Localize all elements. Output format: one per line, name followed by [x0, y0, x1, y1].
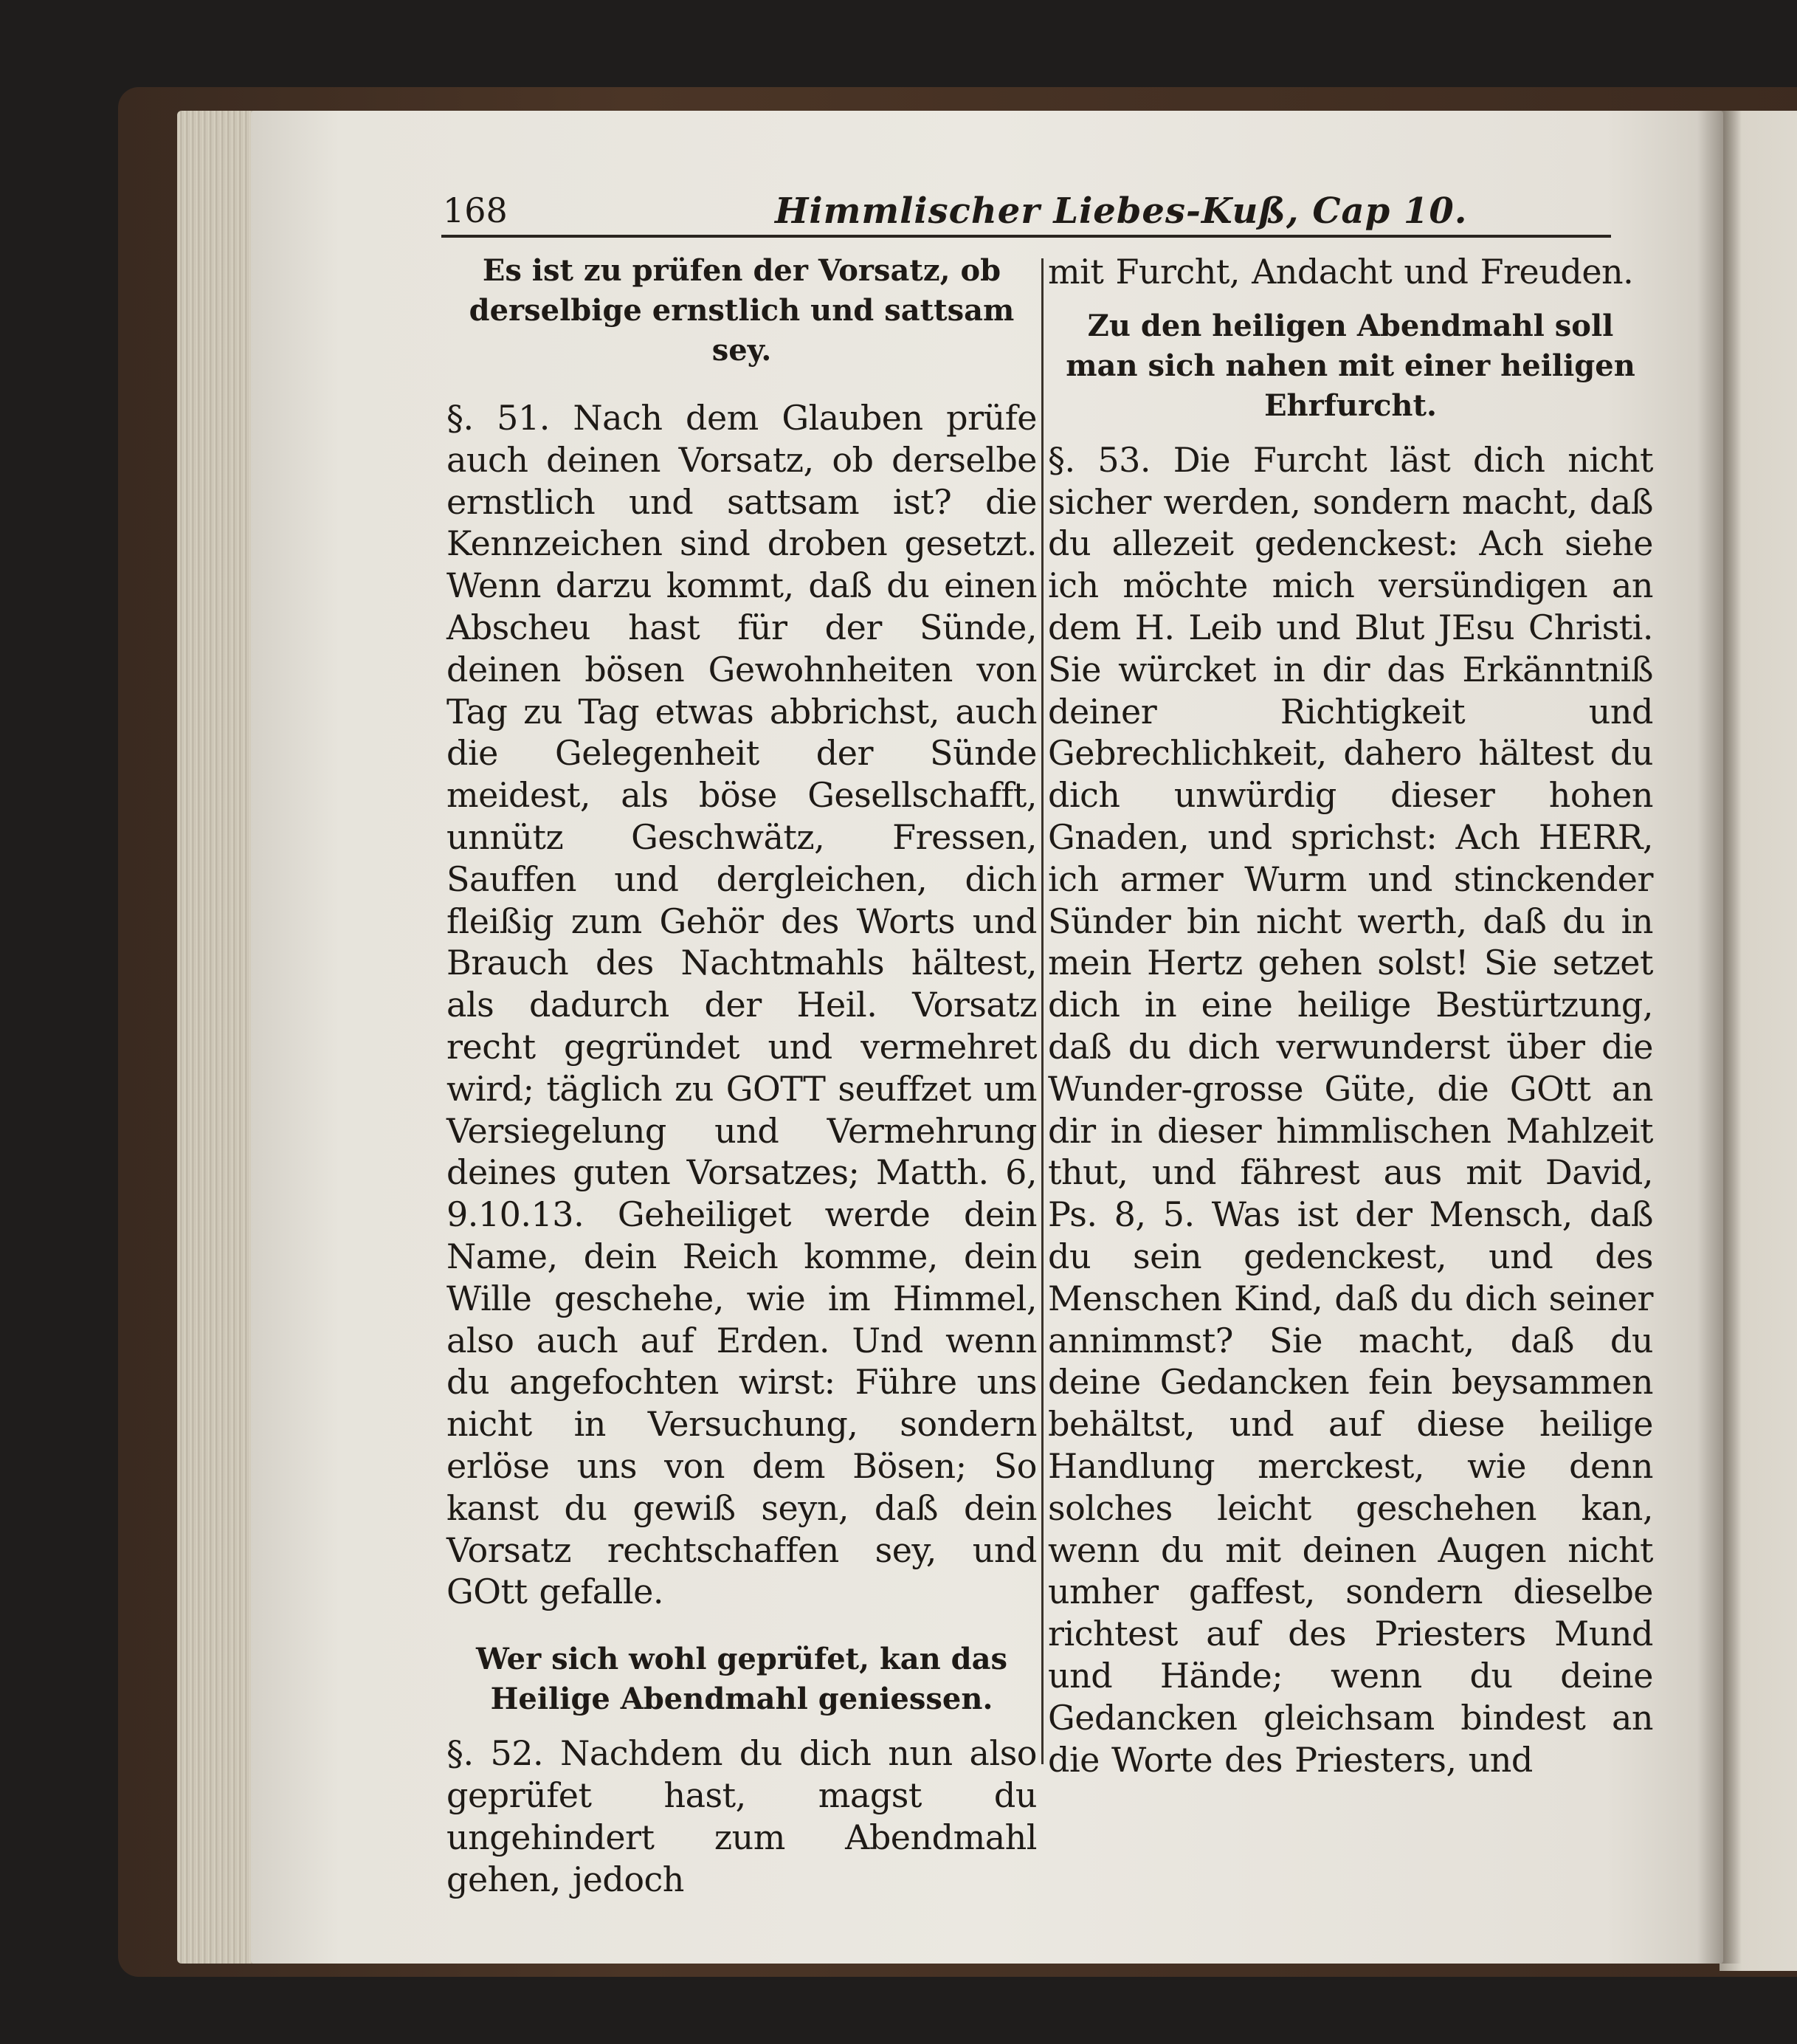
right-column	[1048, 251, 1653, 1794]
paragraph-52: §. 52. Nachdem du dich nun also geprüfet hast, magst du ungehindert zum Abendmahl gehen, jedoch	[446, 1733, 1037, 1899]
paragraph-53: §. 53. Die Furcht läst dich nicht sicher werden, sondern macht, daß du allezeit gedenckest: Ach siehe ich möchte mich versündigen an dem H. Leib und Blut JEsu Christi. Sie würcket in dir das Erkänntniß deiner Richtigkeit und Gebrechlichkeit, dahero hältest du dich unwürdig dieser hohen Gnaden, und sprichst: Ach HERR, ich armer Wurm und stinckender Sünder bin nicht werth, daß du in mein Hertz gehen solst! Sie setzet dich in eine heilige Bestürtzung, daß du dich verwunderst über die Wunder-grosse Güte, die GOtt an dir in dieser himmlischen Mahlzeit thut, und fährest aus mit David, Ps. 8, 5. Was ist der Mensch, daß du sein gedenckest, und des Menschen Kind, daß du dich seiner annimmst? Sie macht, daß du deine Gedancken fein beysammen behältst, und auf diese heilige Handlung merckest, wie denn solches leicht geschehen kan, wenn du mit deinen Augen nicht umher gaffest, sondern dieselbe richtest auf des Priesters Mund und Hände; wenn du deine Gedancken gleichsam bindest an die Worte des Priesters, und	[1048, 439, 1653, 1780]
running-head: Himmlischer Liebes-Kuß, Cap 10.	[775, 190, 1468, 232]
section-heading-2: Wer sich wohl geprüfet, kan das Heilige Abendmahl geniessen.	[475, 1642, 1008, 1717]
header-rule	[441, 235, 1611, 238]
left-column	[446, 251, 1037, 1913]
paragraph-51: §. 51. Nach dem Glauben prüfe auch deinen Vorsatz, ob derselbe ernstlich und sattsam ist? die Kennzeichen sind droben gesetzt. Wenn darzu kommt, daß du einen Abscheu hast für der Sünde, deinen bösen Gewohnheiten von Tag zu Tag etwas abbrichst, auch die Gelegenheit der Sünde meidest, als böse Gesellschafft, unnütz Geschwätz, Fressen, Sauffen und dergleichen, dich fleißig zum Gehör des Worts und Brauch des Nachtmahls hältest, als dadurch der Heil. Vorsatz recht gegründet und vermehret wird; täglich zu GOTT seuffzet um Versiegelung und Vermehrung deines guten Vorsatzes; Matth. 6, 9.10.13. Geheiliget werde dein Name, dein Reich komme, dein Wille geschehe, wie im Himmel, also auch auf Erden. Und wenn du angefochten wirst: Führe uns nicht in Versuchung, sondern erlöse uns von dem Bösen; So kanst du gewiß seyn, daß dein Vorsatz rechtschaffen sey, und GOtt gefalle.	[446, 398, 1037, 1612]
section-heading-1: Es ist zu prüfen der Vorsatz, ob derselbige ernstlich und sattsam sey.	[469, 253, 1015, 368]
page-number: 168	[443, 190, 508, 230]
column-rule	[1041, 258, 1044, 1764]
page-header	[443, 190, 1609, 250]
gutter-shadow	[1697, 111, 1742, 1964]
section-heading-3: Zu den heiligen Abendmahl soll man sich nahen mit einer heiligen Ehrfurcht.	[1066, 308, 1635, 423]
paragraph-52-continued: mit Furcht, Andacht und Freuden.	[1048, 252, 1634, 292]
